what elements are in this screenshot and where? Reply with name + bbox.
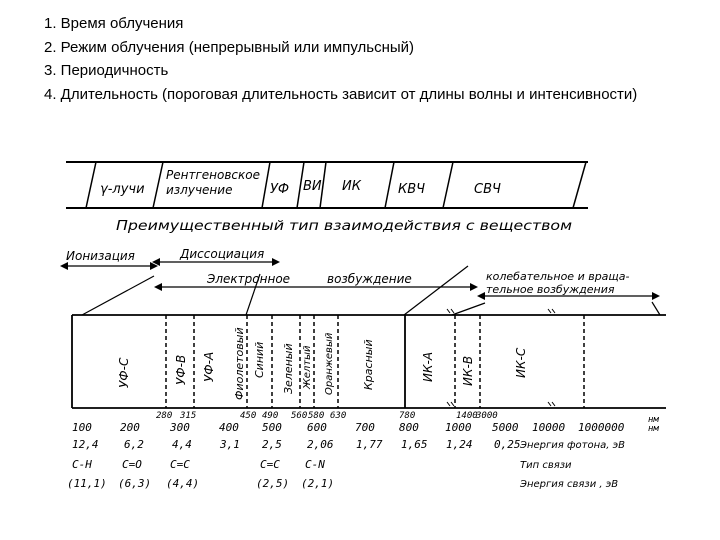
band-label-ir: ИК — [342, 179, 361, 194]
boundary-label: 560 — [291, 411, 308, 421]
bond-energy-value: (2,1) — [301, 477, 335, 490]
boundary-label: 630 — [330, 411, 347, 421]
band-label-visible: ВИ — [303, 179, 322, 194]
band-orange: Оранжевый — [324, 332, 335, 395]
band-red: Красный — [362, 339, 375, 390]
list-item: 2. Режим облучения (непрерывный или импульсный) — [44, 38, 415, 56]
bond-energy-value: (2,5) — [256, 477, 290, 490]
band-green: Зеленый — [282, 343, 295, 394]
wavelength-label: 1000 — [445, 421, 472, 434]
band-ir-a: ИК-А — [421, 351, 435, 382]
bond-type-label: Тип связи — [520, 460, 572, 471]
photon-energy-value: 12,4 — [72, 438, 99, 451]
photon-energy-value: 3,1 — [220, 438, 240, 451]
wavelength-label: 800 — [399, 421, 419, 434]
wavelength-unit: нм — [648, 415, 659, 425]
band-violet: Фиолетовый — [233, 327, 246, 400]
band-divider — [443, 162, 453, 208]
wavelength-unit: нм — [648, 424, 659, 434]
band-uv-b: УФ-В — [174, 354, 188, 385]
photon-energy-value: 1,24 — [446, 438, 473, 451]
wavelength-label: 700 — [355, 421, 375, 434]
band-ir-c: ИК-С — [514, 347, 528, 378]
wavelength-label: 1000000 — [578, 421, 625, 434]
wavelength-label: 600 — [307, 421, 327, 434]
band-label-shf: СВЧ — [474, 182, 501, 197]
boundary-label: 490 — [262, 411, 279, 421]
band-ir-b: ИК-В — [461, 355, 475, 386]
wavelength-label: 200 — [120, 421, 140, 434]
photon-energy-value: 1,65 — [401, 438, 428, 451]
range-label-vibrational: колебательное и враща- — [486, 270, 630, 283]
bond-energy-value: (4,4) — [166, 477, 200, 490]
band-label-uv: УФ — [270, 182, 290, 197]
list-item: 1. Время облучения — [44, 15, 184, 32]
interaction-title: Преимущественный тип взаимодействия с веществом — [116, 219, 573, 234]
list-item: 3. Периодичность — [44, 62, 169, 79]
range-label-vibrational: тельное возбуждения — [486, 283, 615, 296]
wavelength-label: 500 — [262, 421, 282, 434]
boundary-label: 315 — [180, 411, 197, 421]
photon-energy-value: 2,06 — [307, 438, 334, 451]
wavelength-label: 100 — [72, 421, 92, 434]
bond-energy-value: (6,3) — [118, 477, 152, 490]
boundary-label: 780 — [399, 411, 416, 421]
photon-energy-label: Энергия фотона, эВ — [520, 440, 625, 451]
bond-type: C=O — [122, 458, 142, 471]
band-blue: Синий — [253, 341, 266, 378]
bond-type: C=C — [170, 458, 190, 471]
band-label-ehf: КВЧ — [398, 182, 426, 197]
range-label-electronic: Электронное — [207, 272, 291, 286]
band-yellow: Желтый — [302, 345, 313, 389]
bond-energy-value: (11,1) — [67, 477, 107, 490]
band-divider — [86, 162, 96, 208]
photon-energy-value: 6,2 — [124, 438, 144, 451]
band-label-gamma: γ-лучи — [100, 182, 145, 197]
band-label-xray: Рентгеновское — [166, 168, 260, 182]
boundary-label: 280 — [156, 411, 173, 421]
wavelength-label: 10000 — [532, 421, 566, 434]
band-divider — [153, 162, 163, 208]
band-uv-c: УФ-С — [117, 357, 131, 388]
band-label-xray: излучение — [166, 183, 233, 197]
boundary-label: 1400 — [456, 411, 478, 421]
photon-energy-value: 1,77 — [356, 438, 383, 451]
boundary-label: 3000 — [476, 411, 498, 421]
bond-type: C-H — [72, 458, 92, 471]
photon-energy-value: 4,4 — [172, 438, 192, 451]
band-divider — [262, 162, 270, 208]
bond-type: C=C — [260, 458, 280, 471]
range-label-dissociation: Диссоциация — [180, 247, 265, 261]
boundary-label: 450 — [240, 411, 257, 421]
wavelength-label: 5000 — [492, 421, 519, 434]
wavelength-label: 300 — [170, 421, 190, 434]
band-divider — [385, 162, 394, 208]
bond-type: C-N — [305, 458, 325, 471]
band-divider — [573, 162, 586, 208]
boundary-label: 580 — [308, 411, 325, 421]
range-label-excitation: возбуждение — [327, 272, 412, 286]
band-uv-a: УФ-А — [202, 351, 216, 382]
photon-energy-value: 0,25 — [494, 438, 521, 451]
list-item: 4. Длительность (пороговая длительность зависит от длины волны и интенсивности) — [44, 85, 638, 103]
photon-energy-value: 2,5 — [262, 438, 282, 451]
wavelength-label: 400 — [219, 421, 239, 434]
range-label-ionization: Ионизация — [66, 249, 135, 263]
bond-energy-label: Энергия связи , эВ — [520, 479, 619, 490]
